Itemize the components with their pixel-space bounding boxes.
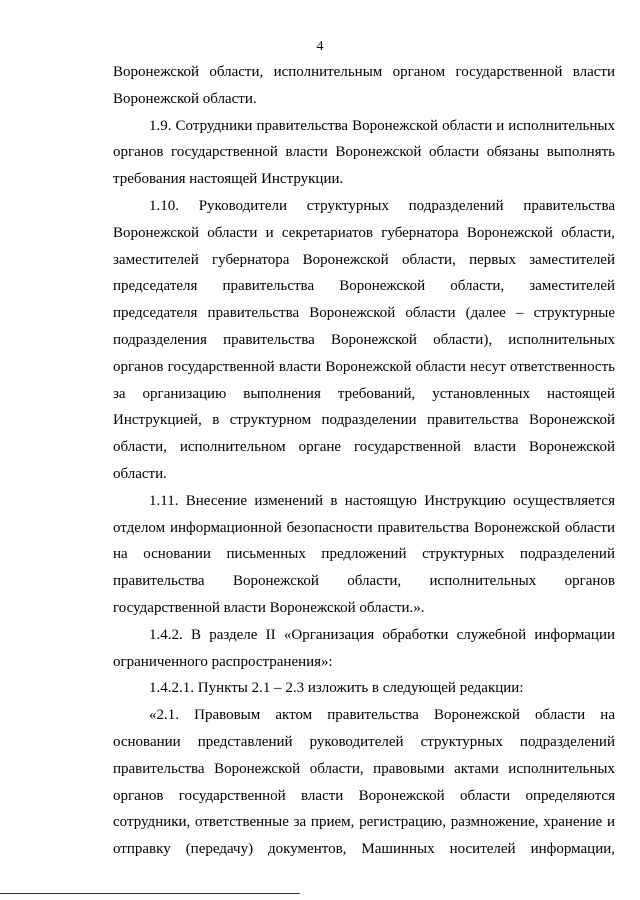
text-line: Воронежской области, исполнительным органом государственной власти <box>113 64 615 80</box>
text-line: основании представлений руководителей структурных подразделений <box>113 733 615 750</box>
paragraph-1-4-2-1 <box>113 675 615 702</box>
text-line: на основании письменных предложений структурных подразделений <box>113 546 615 563</box>
text-line: органов государственной власти Воронежской области определяются <box>113 787 615 804</box>
text-line: сотрудники, ответственные за прием, регистрацию, размножение, хранение и <box>113 814 615 831</box>
paragraph-2-1 <box>113 702 615 863</box>
text-line: правительства Воронежской области, исполнительных органов <box>113 573 615 590</box>
text-line: отделом информационной безопасности правительства Воронежской области <box>113 519 615 536</box>
document-body <box>113 59 615 863</box>
paragraph-continuation <box>113 59 615 113</box>
text-line: заместителей губернатора Воронежской области, первых заместителей <box>113 251 615 268</box>
text-line: органов государственной власти Воронежской области несут ответственность <box>113 358 615 375</box>
text-line: 1.4.2.1. Пункты 2.1 – 2.3 изложить в следующей редакции: <box>149 680 524 697</box>
bottom-divider <box>0 893 300 894</box>
text-line: требования настоящей Инструкции. <box>113 171 344 188</box>
text-line: 1.10. Руководители структурных подразделений правительства <box>149 197 615 214</box>
paragraph-1-9 <box>113 113 615 193</box>
paragraph-1-4-2 <box>113 622 615 676</box>
paragraph-1-10 <box>113 193 615 488</box>
paragraph-1-11 <box>113 488 615 622</box>
text-line: за организацию выполнения требований, установленных настоящей <box>113 385 615 402</box>
text-line: области, исполнительном органе государственной власти Воронежской <box>113 439 615 456</box>
text-line: подразделения правительства Воронежской области), исполнительных <box>113 331 615 348</box>
text-line: 1.11. Внесение изменений в настоящую Инструкцию осуществляется <box>149 492 615 509</box>
text-line: Воронежской области и секретариатов губернатора Воронежской области, <box>113 224 615 241</box>
text-line: отправку (передачу) документов, Машинных носителей информации, <box>113 841 615 858</box>
text-line: 1.9. Сотрудники правительства Воронежской области и исполнительных <box>149 117 615 134</box>
text-line: председателя правительства Воронежской области, заместителей <box>113 278 615 295</box>
text-line: государственной власти Воронежской области.». <box>113 599 425 616</box>
text-line: ограниченного распространения»: <box>113 653 333 670</box>
text-line: председателя правительства Воронежской области (далее – структурные <box>113 305 615 322</box>
text-line: органов государственной власти Воронежской области обязаны выполнять <box>113 144 615 161</box>
page-number: 4 <box>316 39 324 54</box>
text-line: «2.1. Правовым актом правительства Воронежской области на <box>149 707 615 724</box>
text-line: Инструкцией, в структурном подразделении правительства Воронежской <box>113 412 615 429</box>
text-line: Воронежской области. <box>113 90 257 107</box>
text-line: области. <box>113 465 167 482</box>
text-line: 1.4.2. В разделе II «Организация обработки служебной информации <box>149 626 615 643</box>
text-line: правительства Воронежской области, правовыми актами исполнительных <box>113 760 615 777</box>
